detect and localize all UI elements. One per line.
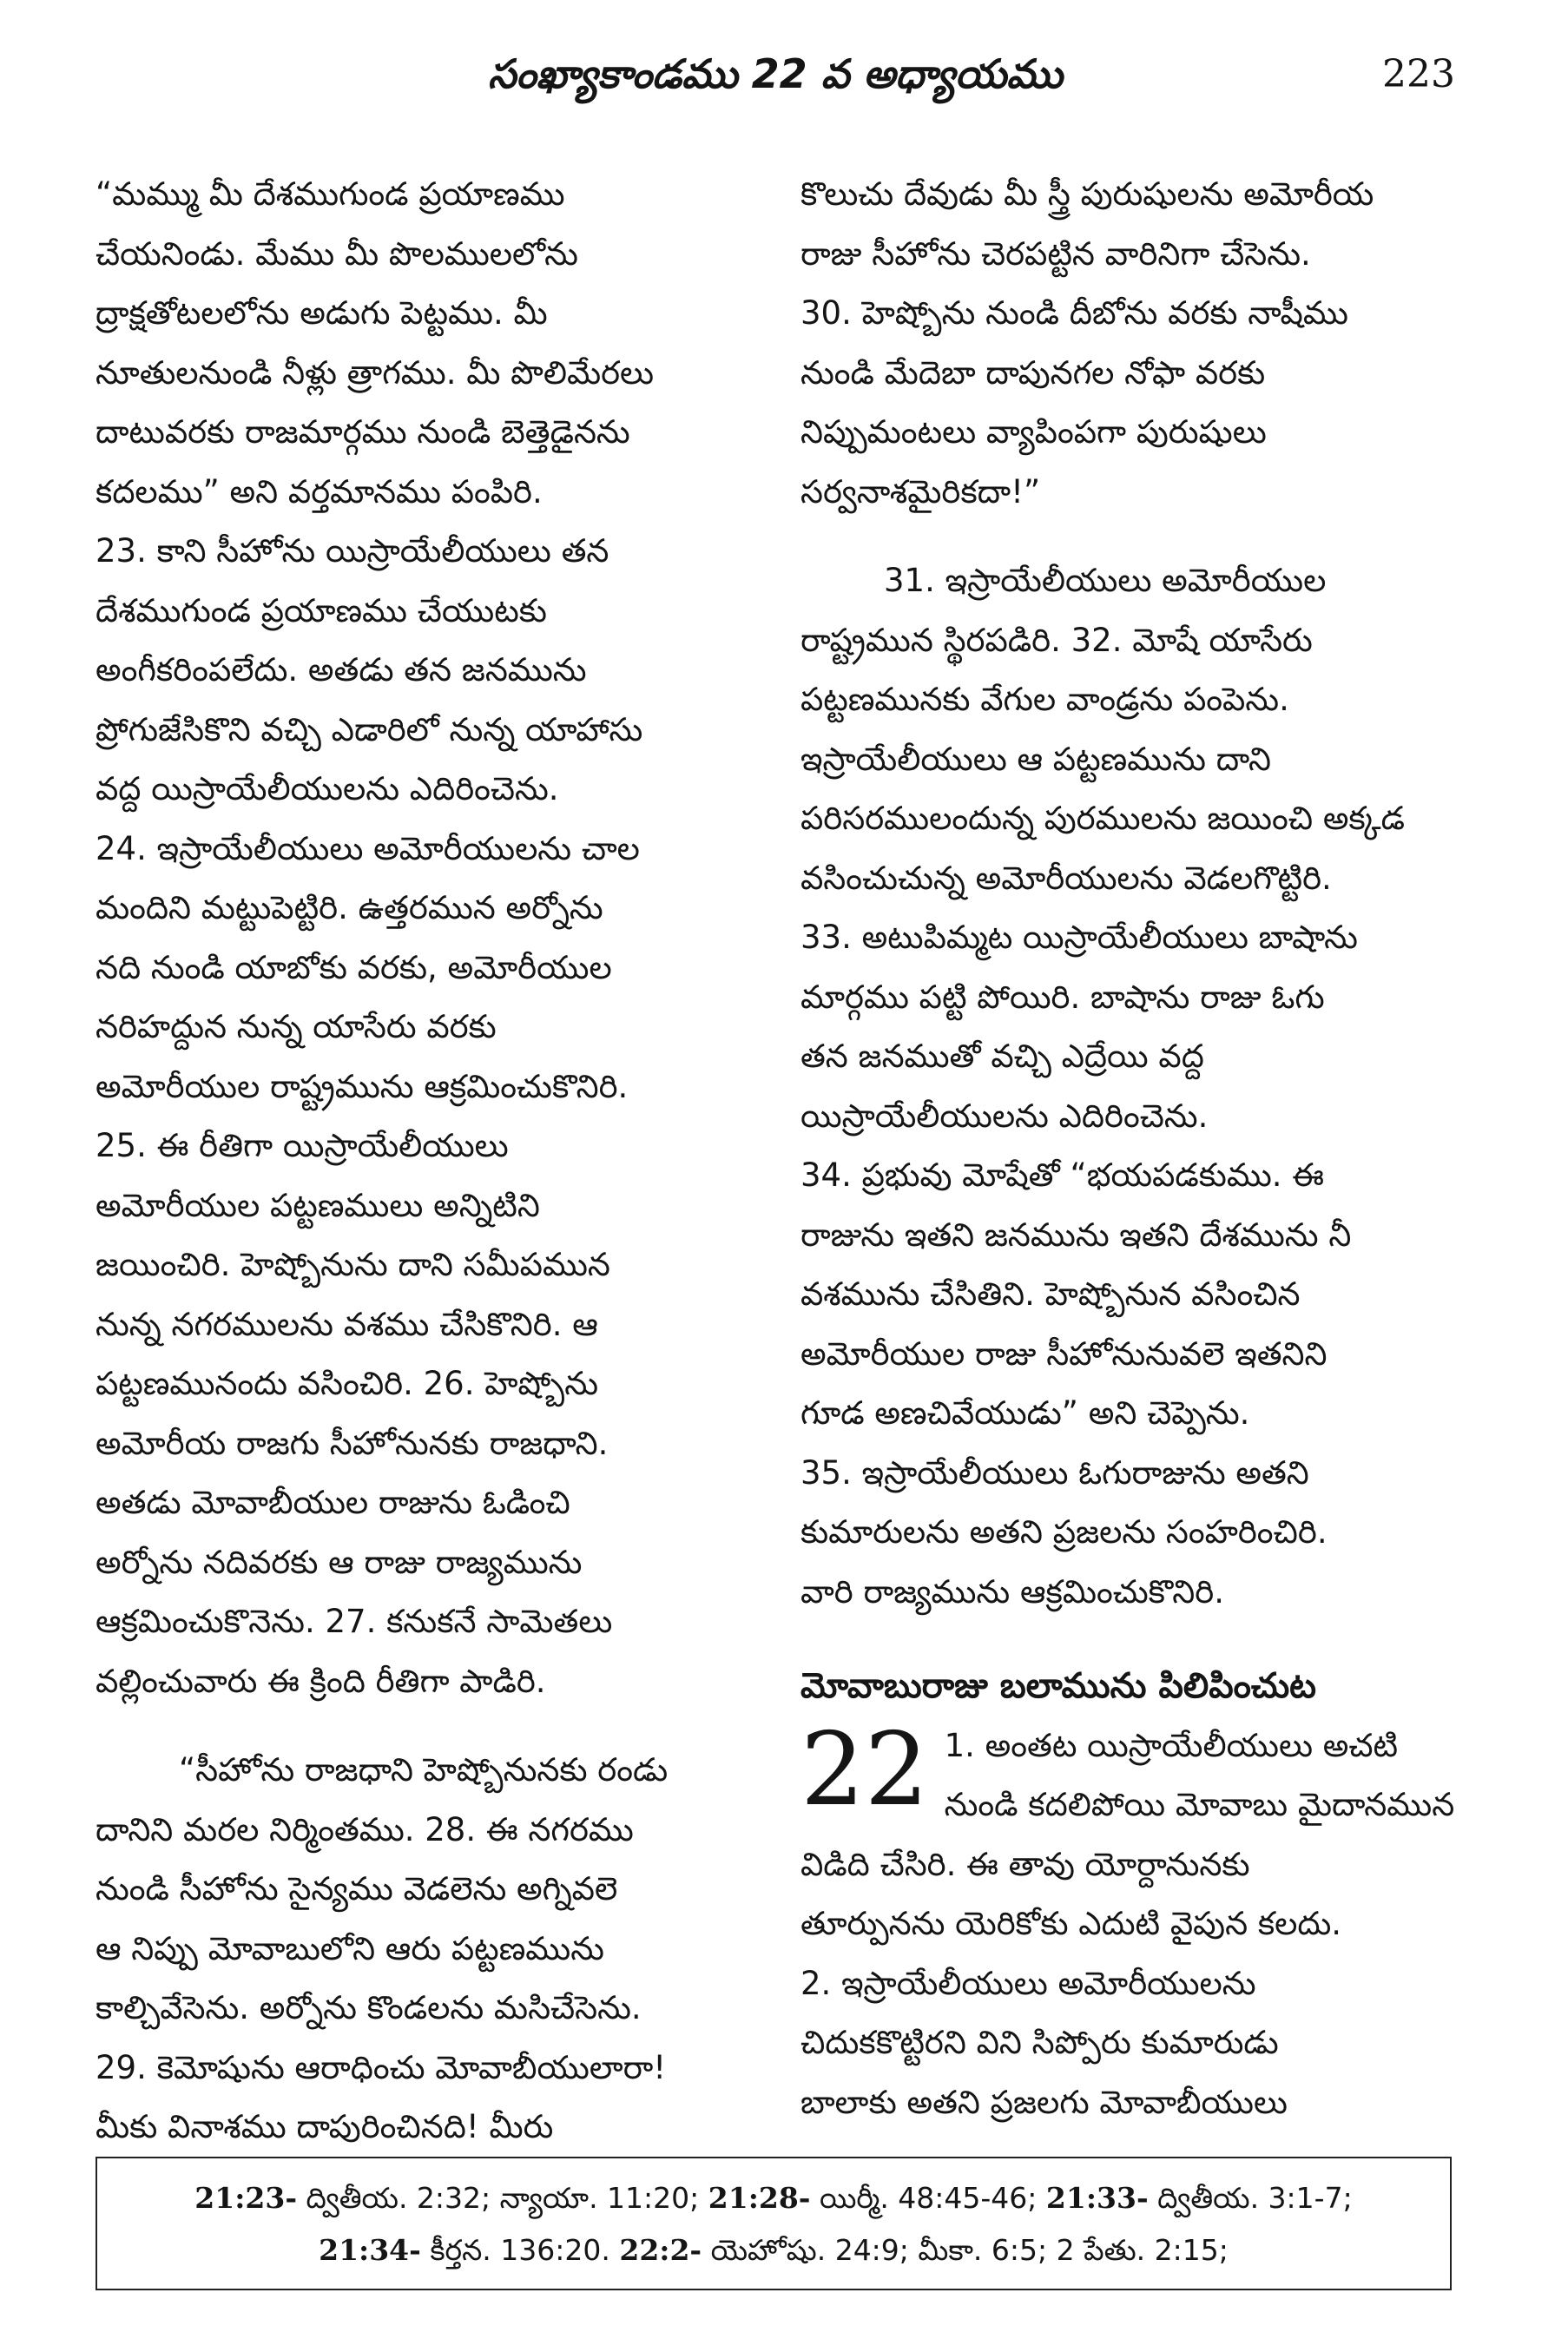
text-line: రాజును ఇతని జనమును ఇతని దేశమును నీ xyxy=(800,1216,1352,1254)
reference-key: 21:23- xyxy=(194,2181,298,2215)
text-line: గూడ అణచివేయుడు” అని చెప్పెను. xyxy=(800,1394,1250,1432)
text-line: చేయనిండు. మేము మీ పొలములలోను xyxy=(96,234,578,273)
right-column xyxy=(800,165,1455,2132)
text-line: అతడు మోవాబీయుల రాజును ఓడించి xyxy=(96,1484,570,1521)
text-line: ఆ నిప్పు మోవాబులోని ఆరు పట్టణమును xyxy=(96,1929,604,1967)
text-line: వల్లించువారు ఈ క్రింది రీతిగా పాడిరి. xyxy=(96,1662,546,1700)
text-line: 2. ఇస్రాయేలీయులు అమోరీయులను xyxy=(800,1964,1256,2002)
text-line: “మమ్ము మీ దేశముగుండ ప్రయాణము xyxy=(96,175,565,213)
text-line: ద్రాక్షతోటలలోను అడుగు పెట్టము. మీ xyxy=(96,294,548,332)
text-line: దానిని మరల నిర్మింతము. 28. ఈ నగరము xyxy=(96,1810,634,1848)
text-line: 35. ఇస్రాయేలీయులు ఓగురాజును అతని xyxy=(800,1453,1309,1492)
paragraph xyxy=(96,165,748,1711)
reference-text: ద్వితీయ. 2:32; న్యాయా. 11:20; xyxy=(297,2181,708,2215)
text-line: నున్న నగరములను వశము చేసికొనిరి. ఆ xyxy=(96,1305,598,1343)
text-line: నుండి సీహోను సైన్యము వెడలెను అగ్నివలె xyxy=(96,1870,618,1907)
text-line: పట్టణమునందు వసించిరి. 26. హెష్బోను xyxy=(96,1365,599,1402)
running-title: సంఖ్యాకాండము 22 వ అధ్యాయము xyxy=(488,50,1063,97)
text-line: అమోరీయ రాజగు సీహోనునకు రాజధాని. xyxy=(96,1424,609,1462)
text-line: నరిహద్దున నున్న యాసేరు వరకు xyxy=(96,1008,497,1045)
text-line: మీకు వినాశము దాపురించినది! మీరు xyxy=(96,2108,554,2145)
paragraph xyxy=(800,551,1455,1622)
text-line: నుండి మేదెబా దాపునగల నోఫా వరకు xyxy=(800,353,1266,392)
text-line: కాల్చివేసెను. అర్నోను కొండలను మసిచేసెను. xyxy=(96,1989,642,2026)
cross-reference-line xyxy=(115,2172,1433,2224)
page-header xyxy=(96,50,1455,120)
reference-text: కీర్తన. 136:20. xyxy=(420,2233,620,2267)
text-line: వశమును చేసితిని. హెష్బోనున వసించిన xyxy=(800,1275,1301,1313)
text-line: దేశముగుండ ప్రయాణము చేయుటకు xyxy=(96,591,547,629)
reference-key: 22:2- xyxy=(619,2233,702,2267)
paragraph xyxy=(800,165,1455,522)
section-heading: మోవాబురాజు బలామును పిలిపించుట xyxy=(800,1666,1317,1706)
cross-reference-box xyxy=(96,2157,1452,2290)
text-line: దాటువరకు రాజమార్గము నుండి బెత్తెడైనను xyxy=(96,413,630,451)
text-line: 30. హెష్బోను నుండి దీబోను వరకు నాషీము xyxy=(800,294,1348,332)
text-line: చిదుకకొట్టిరని విని సిప్పోరు కుమారుడు xyxy=(800,2024,1279,2061)
paragraph-gap xyxy=(800,522,1455,551)
reference-text: ద్వితీయ. 3:1-7; xyxy=(1148,2181,1353,2215)
text-line: వారి రాజ్యమును ఆక్రమించుకొనిరి. xyxy=(800,1572,1224,1611)
text-line: 31. ఇస్రాయేలీయులు అమోరీయుల xyxy=(884,562,1327,599)
reference-key: 21:33- xyxy=(1045,2181,1149,2215)
text-line: ఆక్రమించుకొనెను. 27. కనుకనే సామెతలు xyxy=(96,1603,613,1640)
text-line: పట్టణమునకు వేగుల వాండ్రను పంపెను. xyxy=(800,681,1289,718)
chapter-number: 22 xyxy=(800,1710,929,1828)
text-line: రాష్ట్రమున స్థిరపడిరి. 32. మోషే యాసేరు xyxy=(800,621,1313,659)
reference-text: యెహోషు. 24:9; మీకా. 6:5; 2 పేతు. 2:15; xyxy=(702,2233,1229,2267)
text-line: 29. కెమోషును ఆరాధించు మోవాబీయులారా! xyxy=(96,2048,667,2086)
text-line: నిప్పుమంటలు వ్యాపింపగా పురుషులు xyxy=(800,413,1267,451)
text-line: అమోరీయుల రాజు సీహోనునువలె ఇతనిని xyxy=(800,1334,1328,1373)
text-line: అమోరీయుల పట్టణములు అన్నిటిని xyxy=(96,1186,540,1224)
text-line: నది నుండి యాబోకు వరకు, అమోరీయుల xyxy=(96,948,612,986)
text-line: 24. ఇస్రాయేలీయులు అమోరీయులను చాల xyxy=(96,829,640,867)
text-line: నూతులనుండి నీళ్లు త్రాగము. మీ పొలిమేరలు xyxy=(96,353,655,392)
text-line: ఇస్రాయేలీయులు ఆ పట్టణమును దాని xyxy=(800,740,1272,778)
text-line: 33. అటుపిమ్మట యిస్రాయేలీయులు బాషాను xyxy=(800,919,1358,956)
text-line: మార్గము పట్టి పోయిరి. బాషాను రాజు ఓగు xyxy=(800,978,1325,1016)
text-line: వసించుచున్న అమోరీయులను వెడలగొట్టిరి. xyxy=(800,859,1332,897)
text-line: వద్ద యిస్రాయేలీయులను ఎదిరించెను. xyxy=(96,770,559,807)
text-line: 25. ఈ రీతిగా యిస్రాయేలీయులు xyxy=(96,1127,509,1164)
reference-key: 21:28- xyxy=(708,2181,811,2215)
text-line: నుండి కదలిపోయి మోవాబు మైదానమున xyxy=(944,1786,1455,1823)
text-line: 34. ప్రభువు మోషేతో “భయపడకుము. ఈ xyxy=(800,1156,1325,1194)
chapter-opening-lines xyxy=(945,1716,1455,1835)
page-number: 223 xyxy=(1382,52,1455,96)
paragraph xyxy=(800,1835,1455,2133)
chapter-start xyxy=(800,1710,1455,1835)
text-line: “సీహోను రాజధాని హెష్బోనునకు రండు xyxy=(179,1751,669,1789)
text-line: సర్వనాశమైరికదా!” xyxy=(800,472,1041,511)
text-line: తూర్పునను యెరికోకు ఎదుటి వైపున కలదు. xyxy=(800,1905,1342,1942)
text-line: కొలుచు దేవుడు మీ స్త్రీ పురుషులను అమోరీయ xyxy=(800,175,1374,213)
reference-text: యిర్మీ. 48:45-46; xyxy=(810,2181,1046,2215)
left-column xyxy=(96,165,748,2158)
paragraph-gap xyxy=(800,1622,1455,1651)
text-line: అంగీకరింపలేదు. అతడు తన జనమును xyxy=(96,651,587,688)
text-line: తన జనముతో వచ్చి ఎద్రేయి వద్ద xyxy=(800,1038,1204,1075)
cross-reference-line xyxy=(115,2224,1433,2276)
text-line: యిస్రాయేలీయులను ఎదిరించెను. xyxy=(800,1097,1209,1135)
text-line: అర్నోను నదివరకు ఆ రాజు రాజ్యమును xyxy=(96,1543,583,1581)
text-line: కుమారులను అతని ప్రజలను సంహరించిరి. xyxy=(800,1513,1328,1551)
text-line: మందిని మట్టుపెట్టిరి. ఉత్తరమున అర్నోను xyxy=(96,889,603,926)
paragraph-gap xyxy=(96,1711,748,1741)
text-line: ప్రోగుజేసికొని వచ్చి ఎడారిలో నున్న యాహాసు xyxy=(96,710,643,748)
text-line: కదలము” అని వర్తమానము పంపిరి. xyxy=(96,472,543,511)
text-line: జయించిరి. హెష్బోనును దాని సమీపమున xyxy=(96,1246,610,1283)
text-line: అమోరీయుల రాష్ట్రమును ఆక్రమించుకొనిరి. xyxy=(96,1067,629,1105)
text-line: విడిది చేసిరి. ఈ తావు యోర్దానునకు xyxy=(800,1845,1250,1883)
text-line: పరిసరములందున్న పురములను జయించి అక్కడ xyxy=(800,800,1405,837)
text-line: 1. అంతట యిస్రాయేలీయులు అచటి xyxy=(944,1726,1399,1764)
text-line: 23. కాని సీహోను యిస్రాయేలీయులు తన xyxy=(96,532,609,570)
paragraph xyxy=(96,1741,748,2158)
text-line: రాజు సీహోను చెరపట్టిన వారినిగా చేసెను. xyxy=(800,234,1311,273)
text-line: బాలాకు అతని ప్రజలగు మోవాబీయులు xyxy=(800,2083,1288,2121)
reference-key: 21:34- xyxy=(319,2233,421,2267)
